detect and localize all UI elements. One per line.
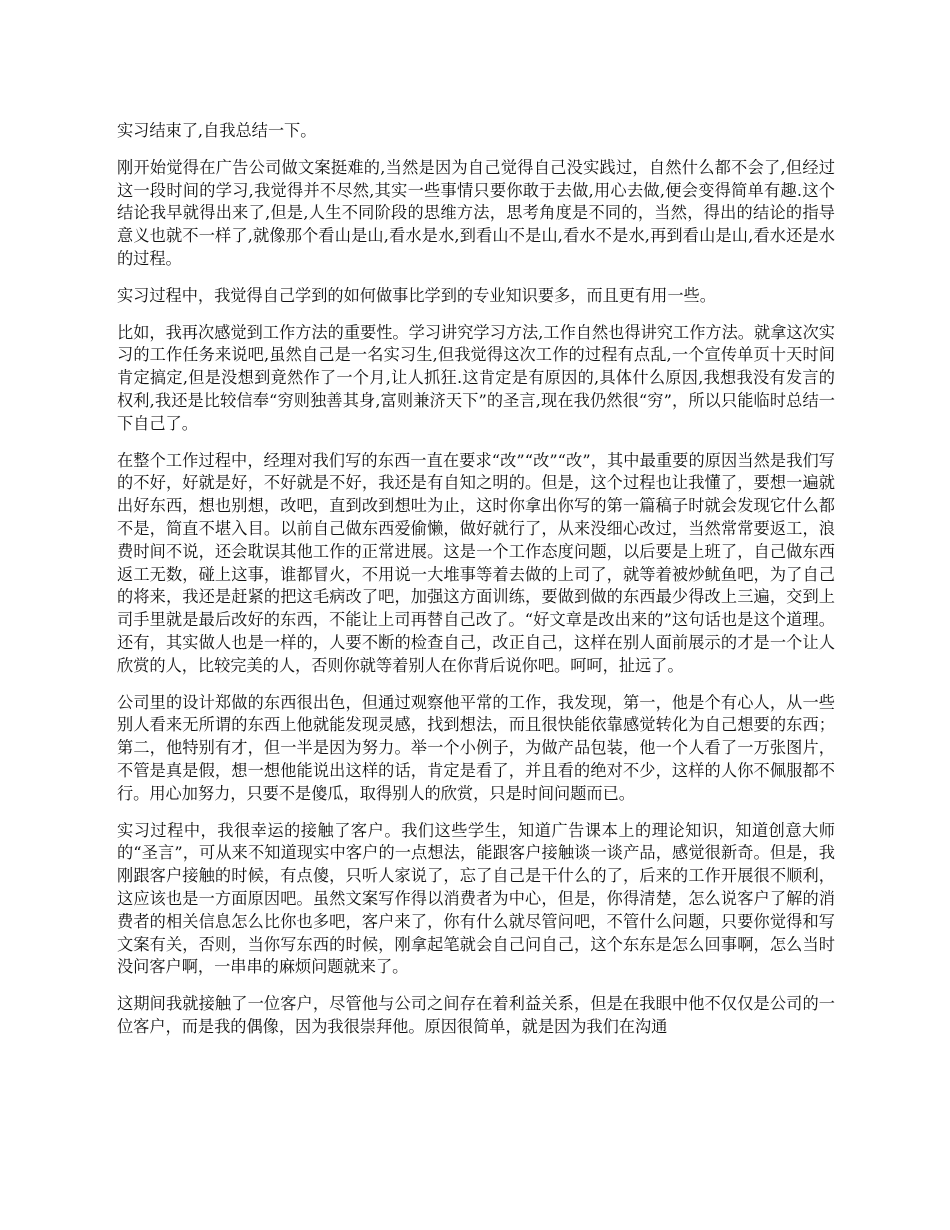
paragraph-3: 实习过程中，我觉得自己学到的如何做事比学到的专业知识要多，而且更有用一些。 [117, 285, 716, 305]
paragraph-1: 实习结束了,自我总结一下。 [117, 121, 317, 140]
paragraph-4: 比如，我再次感觉到工作方法的重要性。学习讲究学习方法,工作自然也得讲究工作方法。就拿这次实习的工作任务来说吧,虽然自己是一名实习生,但我觉得这次工作的过程有点乱,一个宣传单页十天时间肯定搞定,但是没想到竟然作了一个月,让人抓狂.这肯定是有原因的,具体什么原因,我想我没有发言的权利,我还是比较信奉“穷则独善其身,富则兼济天下”的圣言,现在我仍然很“穷”，所以只能临时总结一下自己了。 [117, 322, 835, 433]
paragraph-8: 这期间我就接触了一位客户，尽管他与公司之间存在着利益关系，但是在我眼中他不仅仅是公司的一位客户，而是我的偶像，因为我很崇拜他。原因很简单，就是因为我们在沟通 [117, 994, 835, 1036]
paragraph-7: 实习过程中，我很幸运的接触了客户。我们这些学生，知道广告课本上的理论知识，知道创意大师的“圣言”，可从来不知道现实中客户的一点想法，能跟客户接触谈一谈产品，感觉很新奇。但是，我刚跟客户接触的时候，有点傻，只听人家说了，忘了自己是干什么的了，后来的工作开展很不顺利，这应该也是一方面原因吧。虽然文案写作得以消费者为中心，但是，你得清楚，怎么说客户了解的消费者的相关信息怎么比你也多吧，客户来了，你有什么就尽管问吧，不管什么问题，只要你觉得和写文案有关，否则，当你写东西的时候，刚拿起笔就会自己问自己，这个东东是怎么回事啊，怎么当时没问客户啊，一串串的麻烦问题就来了。 [117, 820, 835, 977]
paragraph-2: 刚开始觉得在广告公司做文案挺难的,当然是因为自己觉得自己没实践过，自然什么都不会了,但经过这一段时间的学习,我觉得并不尽然,其实一些事情只要你敢于去做,用心去做,便会变得简单有趣.这个结论我早就得出来了,但是,人生不同阶段的思维方法，思考角度是不同的，当然，得出的结论的指导意义也就不一样了,就像那个看山是山,看水是水,到看山不是山,看水不是水,再到看山是山,看水还是水的过程。 [117, 157, 835, 268]
paragraph-6: 公司里的设计郑做的东西很出色，但通过观察他平常的工作，我发现，第一，他是个有心人，从一些别人看来无所谓的东西上他就能发现灵感，找到想法，而且很快能依靠感觉转化为自己想要的东西；第二，他特别有才，但一半是因为努力。举一个小例子，为做产品包装，他一个人看了一万张图片，不管是真是假，想一想他能说出这样的话，肯定是看了，并且看的绝对不少，这样的人你不佩服都不行。用心加努力，只要不是傻瓜，取得别人的欣赏，只是时间问题而已。 [117, 692, 835, 803]
paragraph-5: 在整个工作过程中，经理对我们写的东西一直在要求“改”“改”“改”，其中最重要的原因当然是我们写的不好，好就是好，不好就是不好，我还是有自知之明的。但是，这个过程也让我懂了，要想一遍就出好东西，想也别想，改吧，直到改到想吐为止，这时你拿出你写的第一篇稿子时就会发现它什么都不是，简直不堪入目。以前自己做东西爱偷懒，做好就行了，从来没细心改过，当然常常要返工，浪费时间不说，还会耽误其他工作的正常进展。这是一个工作态度问题，以后要是上班了，自己做东西返工无数，碰上这事，谁都冒火，不用说一大堆事等着去做的上司了，就等着被炒鱿鱼吧，为了自己的将来，我还是赶紧的把这毛病改了吧，加强这方面训练，要做到做的东西最少得改上三遍，交到上司手里就是最后改好的东西，不能让上司再替自己改了。“好文章是改出来的”这句话也是这个道理。还有，其实做人也是一样的，人要不断的检查自己，改正自己，这样在别人面前展示的才是一个让人欣赏的人，比较完美的人，否则你就等着别人在你背后说你吧。呵呵，扯远了。 [117, 450, 835, 675]
document-page [117, 120, 835, 1053]
